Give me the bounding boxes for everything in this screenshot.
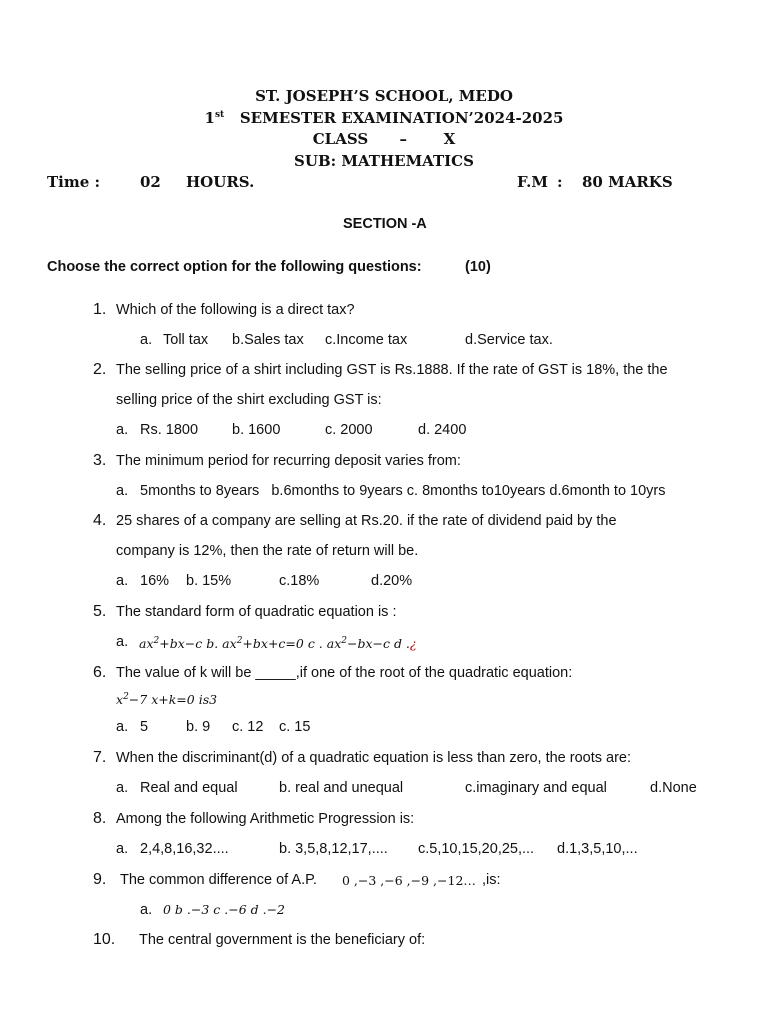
question-text: Which of the following is a direct tax? [116, 302, 355, 318]
option: b. 9 [186, 719, 211, 735]
quadratic-equation: $x^2-7$ x+k=0 is3 [116, 692, 218, 708]
option-label: a. [116, 719, 129, 735]
question-number: 6. [93, 664, 107, 681]
question-text: 25 shares of a company are selling at Rs.20. if the rate of dividend paid by the [116, 513, 617, 529]
question-text-tail: ,is: [482, 872, 501, 888]
option: c. 15 [279, 719, 311, 735]
option: 2,4,8,16,32.... [140, 841, 229, 857]
question-number: 4. [93, 512, 107, 529]
question-number: 9. [93, 871, 107, 888]
option: b. real and unequal [279, 780, 404, 796]
fm-value: 80 MARKS [582, 173, 673, 191]
option: d.1,3,5,10,... [557, 841, 638, 857]
option: c. 12 [232, 719, 264, 735]
option: b. 15% [186, 573, 232, 589]
option-label: a. [116, 841, 129, 857]
exam-title [0, 109, 768, 127]
option: d. 2400 [418, 422, 467, 438]
question-number: 5. [93, 603, 107, 620]
instruction: Choose the correct option for the following questions: [47, 259, 422, 275]
option: 5 [140, 719, 149, 735]
class-label: CLASS [312, 130, 369, 148]
difference-options: 0 b .−3 c .−6 d .−2 [163, 902, 285, 917]
question-text-line2: selling price of the shirt excluding GST is: [116, 392, 382, 408]
fm-colon: : [557, 173, 563, 191]
semester-sup: st [214, 110, 225, 120]
class-value: X [443, 130, 456, 148]
ap-sequence: 0 ,−3 ,−6 ,−9 ,−12… [342, 873, 476, 888]
semester-number: 1 [204, 109, 215, 127]
option-label: a. [140, 902, 153, 918]
option: d.None [650, 780, 697, 796]
class-line [0, 130, 768, 148]
option-label: a. [116, 422, 129, 438]
time-label: Time : [47, 173, 101, 191]
option: d.20% [371, 573, 413, 589]
question-text: When the discriminant(d) of a quadratic equation is less than zero, the roots are: [116, 750, 632, 766]
section-title: SECTION -A [343, 216, 427, 232]
question-number: 8. [93, 810, 107, 827]
option: c.imaginary and equal [465, 780, 607, 796]
question-text: The central government is the beneficiary of: [139, 932, 426, 948]
class-dash: – [399, 130, 408, 148]
question-number: 2. [93, 361, 107, 378]
option-label: a. [116, 780, 129, 796]
question-text: The minimum period for recurring deposit varies from: [116, 453, 461, 469]
time-unit: HOURS. [186, 173, 255, 191]
option: c.18% [279, 573, 320, 589]
section-marks: (10) [465, 259, 491, 275]
option: Rs. 1800 [140, 422, 199, 438]
option-label: a. [116, 634, 129, 650]
time-value: 02 [140, 173, 161, 191]
quadratic-form-options: $ax^2+bx-c$ b. $ax^2+bx+c=0$ c . $ax^2-bx-c$ d .¿ [139, 636, 417, 652]
option-label: a. [116, 573, 129, 589]
question-number: 10. [93, 931, 116, 948]
option-label: a. [116, 483, 129, 499]
option: b. 1600 [232, 422, 281, 438]
fm-label: F.M [517, 173, 548, 191]
question-text: The selling price of a shirt including GST is Rs.1888. If the rate of GST is 18%, the the [116, 362, 668, 378]
exam-name: SEMESTER EXAMINATION’2024-2025 [239, 109, 564, 127]
question-text: The common difference of A.P. [120, 872, 317, 888]
option: b.Sales tax [232, 332, 304, 348]
question-number: 7. [93, 749, 107, 766]
option: c.Income tax [325, 332, 408, 348]
option: c.5,10,15,20,25,... [418, 841, 535, 857]
subject: SUB: MATHEMATICS [294, 152, 474, 170]
option: c. 2000 [325, 422, 373, 438]
question-text: The standard form of quadratic equation is : [116, 604, 397, 620]
option: d.Service tax. [465, 332, 553, 348]
option-label: a. [140, 332, 153, 348]
option: b. 3,5,8,12,17,.... [279, 841, 388, 857]
school-name: ST. JOSEPH’S SCHOOL, MEDO [255, 87, 513, 105]
question-text-line2: company is 12%, then the rate of return will be. [116, 543, 419, 559]
question-text: The value of k will be _____,if one of the root of the quadratic equation: [116, 665, 573, 681]
option: Toll tax [163, 332, 209, 348]
option: 5months to 8years b.6months to 9years c. 8months to10years d.6month to 10yrs [140, 483, 666, 499]
question-number: 1. [93, 301, 107, 318]
option: 16% [140, 573, 170, 589]
option: Real and equal [140, 780, 238, 796]
question-number: 3. [93, 452, 107, 469]
question-text: Among the following Arithmetic Progression is: [116, 811, 415, 827]
